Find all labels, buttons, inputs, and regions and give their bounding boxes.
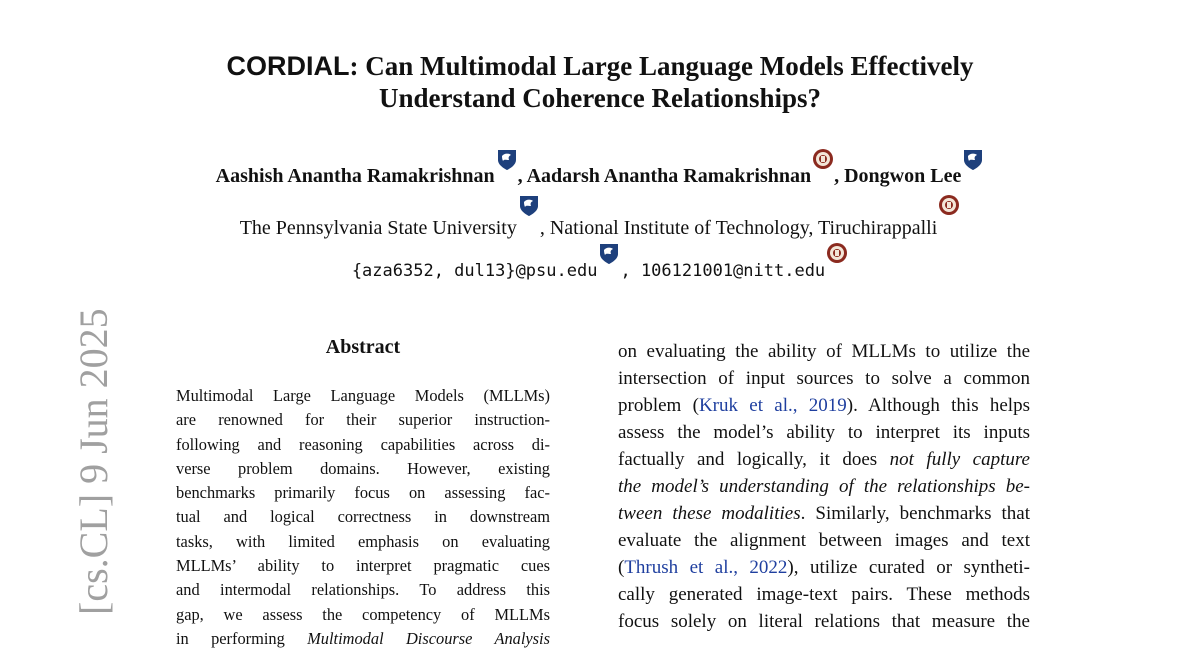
nitt-seal-icon — [938, 194, 960, 218]
author-name: Dongwon Lee — [844, 165, 962, 187]
psu-shield-icon — [496, 148, 518, 172]
abstract-line: benchmarks primarily focus on assessing fac- — [176, 483, 550, 503]
abstract-line: are renowned for their superior instruction- — [176, 410, 550, 430]
email-address[interactable]: 106121001@nitt.edu — [640, 261, 826, 281]
abstract-line: gap, we assess the competency of MLLMs — [176, 604, 550, 624]
nitt-seal-icon — [812, 148, 834, 172]
body-text: ). Although this helps — [846, 395, 1030, 416]
affiliation-list — [0, 210, 1200, 243]
body-line — [618, 554, 1030, 581]
body-text: problem ( — [618, 395, 699, 416]
arxiv-stamp — [10, 308, 116, 665]
author-name: Aadarsh Anantha Ramakrishnan — [526, 165, 812, 187]
abstract-line: following and reasoning capabilities across di- — [176, 434, 550, 454]
title-acronym: CORDIAL — [226, 51, 350, 81]
citation-link[interactable]: Kruk et al., 2019 — [698, 395, 847, 416]
body-line: cally generated image-text pairs. These methods — [618, 584, 1030, 605]
abstract-heading: Abstract — [325, 336, 401, 358]
body-text: factually and logically, it does — [618, 449, 890, 470]
affiliation-separator: , — [539, 217, 550, 239]
abstract-body — [176, 384, 550, 651]
abstract-line: and intermodal relationships. To address this — [176, 580, 550, 600]
body-line — [618, 473, 1030, 500]
body-emphasis: not fully capture — [889, 449, 1030, 470]
email-separator: , — [620, 261, 641, 281]
body-line: assess the model’s ability to interpret its inputs — [618, 422, 1030, 443]
abstract-emphasis: Multimodal Discourse Analysis — [307, 628, 550, 648]
author-separator: , — [834, 165, 845, 187]
author-name: Aashish Anantha Ramakrishnan — [215, 165, 495, 187]
author-separator: , — [517, 165, 527, 187]
affiliation-name: National Institute of Technology, Tiruchirappalli — [549, 217, 938, 239]
nitt-seal-icon — [826, 242, 848, 266]
abstract-text: in performing — [176, 628, 308, 648]
body-column-right — [618, 338, 1030, 635]
abstract-line: tasks, with limited emphasis on evaluating — [176, 531, 550, 551]
body-line: on evaluating the ability of MLLMs to utilize the — [618, 341, 1030, 362]
abstract-line: tual and logical correctness in downstream — [176, 507, 550, 527]
body-line — [618, 500, 1030, 527]
body-text: ( — [618, 557, 625, 578]
paper-title — [0, 50, 1200, 114]
body-text: . Similarly, benchmarks that — [800, 503, 1030, 524]
psu-shield-icon — [962, 148, 984, 172]
affiliation-name: The Pennsylvania State University — [239, 217, 517, 239]
psu-shield-icon — [518, 194, 540, 218]
email-address[interactable]: {aza6352, dul13}@psu.edu — [351, 261, 598, 281]
email-list — [0, 252, 1200, 286]
body-line — [618, 392, 1030, 419]
body-emphasis: the model’s understanding of the relationships be- — [618, 476, 1030, 497]
body-line: intersection of input sources to solve a common — [618, 368, 1030, 389]
body-line — [618, 446, 1030, 473]
title-line-2: Understand Coherence Relationships? — [378, 83, 822, 113]
body-emphasis: tween these modalities — [618, 503, 801, 524]
author-list — [0, 158, 1200, 191]
title-line-1-rest: : Can Multimodal Large Language Models Effectively — [349, 51, 974, 81]
abstract-line: Multimodal Large Language Models (MLLMs) — [176, 386, 550, 405]
body-line: evaluate the alignment between images and text — [618, 530, 1030, 551]
abstract-line: MLLMs’ ability to interpret pragmatic cues — [176, 556, 550, 576]
arxiv-stamp-text: [cs.CL] 9 Jun 2025 — [71, 308, 116, 615]
citation-link[interactable]: Thrush et al., 2022 — [624, 557, 788, 578]
body-line: focus solely on literal relations that measure the — [618, 611, 1030, 632]
body-text: ), utilize curated or syntheti- — [787, 557, 1030, 578]
title-line-1 — [0, 50, 1200, 82]
psu-shield-icon — [598, 242, 620, 266]
abstract-line: verse problem domains. However, existing — [176, 458, 550, 478]
